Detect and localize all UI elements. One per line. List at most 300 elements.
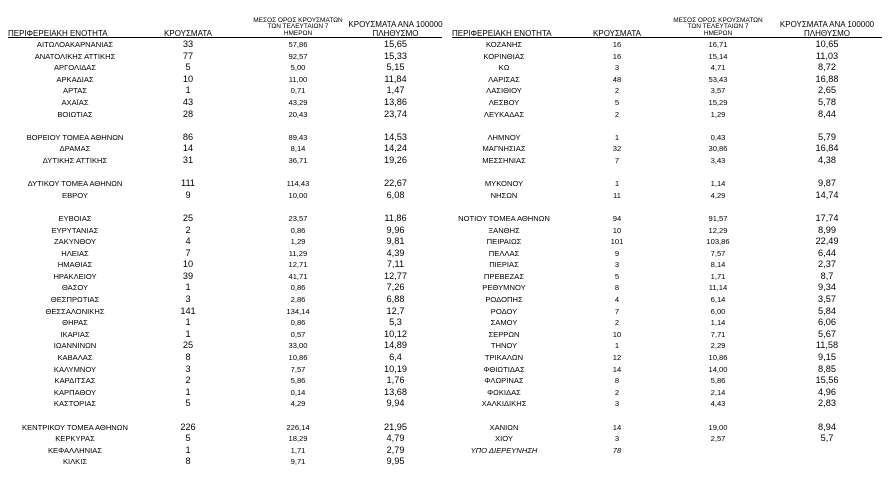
per-100k-value: 2,65 <box>818 85 836 96</box>
avg-7day-value: 19,00 <box>708 422 728 432</box>
per-100k-value: 11,86 <box>384 212 407 223</box>
per-100k-value: 4,38 <box>818 154 836 165</box>
cases-value: 11 <box>613 190 621 200</box>
cases-value: 10 <box>182 259 194 270</box>
avg-7day-value: 6,14 <box>710 295 726 305</box>
table-row <box>444 109 888 121</box>
per-100k-value: 4,79 <box>386 433 405 444</box>
avg-7day-value: 15,29 <box>708 97 728 107</box>
region-name: ΚΕΡΚΥΡΑΣ <box>55 434 95 444</box>
avg-7day-value: 14,00 <box>708 364 728 374</box>
region-name: ΠΙΕΡΙΑΣ <box>489 260 519 270</box>
avg-7day-value: 0,57 <box>290 329 306 339</box>
table-row <box>444 236 888 248</box>
avg-7day-value: 1,14 <box>710 318 726 328</box>
region-name: ΛΕΥΚΑΔΑΣ <box>483 109 525 119</box>
per-100k-value: 2,37 <box>818 259 836 270</box>
region-name: ΒΟΙΩΤΙΑΣ <box>57 109 93 119</box>
region-name: ΜΥΚΟΝΟΥ <box>484 179 524 189</box>
per-100k-value: 5,79 <box>818 131 836 142</box>
table-row <box>0 51 444 63</box>
region-name: ΡΟΔΟΠΗΣ <box>485 295 523 305</box>
header-avg-7days <box>658 18 778 38</box>
per-100k-value: 2,79 <box>386 444 405 455</box>
per-100k-value: 14,24 <box>384 143 407 154</box>
cases-value: 8 <box>185 456 191 467</box>
table-row <box>0 201 444 213</box>
avg-7day-value: 2,57 <box>710 434 726 444</box>
per-100k-value: 9,95 <box>386 456 405 467</box>
region-name: ΧΑΛΚΙΔΙΚΗΣ <box>481 399 527 409</box>
region-name: ΧΙΟΥ <box>495 434 513 444</box>
avg-7day-value: 1,71 <box>290 445 306 455</box>
table-row <box>444 375 888 387</box>
header-region: ΠΕΡΙΦΕΡΕΙΑΚΗ ΕΝΟΤΗΤΑ <box>452 28 552 38</box>
region-name: ΚΙΛΚΙΣ <box>62 457 88 467</box>
avg-7day-value: 226,14 <box>286 422 310 432</box>
cases-value: 101 <box>610 237 624 247</box>
region-name: ΙΩΑΝΝΙΝΩΝ <box>53 341 97 351</box>
avg-7day-value: 8,14 <box>710 260 726 270</box>
table-row <box>0 190 444 202</box>
per-100k-value: 19,26 <box>384 154 407 165</box>
table-row <box>444 422 888 434</box>
region-name: ΗΛΕΙΑΣ <box>61 248 89 258</box>
cases-value: 31 <box>182 154 194 165</box>
per-100k-value: 9,96 <box>386 224 405 235</box>
cases-value: 8 <box>185 352 191 363</box>
cases-value: 5 <box>614 271 620 281</box>
region-name: ΘΑΣΟΥ <box>61 283 89 293</box>
per-100k-value: 9,81 <box>386 236 405 247</box>
table-row <box>0 225 444 237</box>
region-name: ΣΑΜΟΥ <box>490 318 518 328</box>
per-100k-value: 6,4 <box>389 352 402 363</box>
region-name: ΡΟΔΟΥ <box>490 306 518 316</box>
per-100k-value: 15,33 <box>384 50 407 61</box>
avg-7day-value: 20,43 <box>288 109 308 119</box>
table-row <box>0 39 444 51</box>
region-name: ΦΩΚΙΔΑΣ <box>487 387 521 397</box>
avg-7day-value: 2,14 <box>710 387 726 397</box>
per-100k-value: 7,11 <box>386 259 405 270</box>
avg-7day-value: 4,43 <box>710 399 726 409</box>
region-name: ΚΟΡΙΝΘΙΑΣ <box>483 51 525 61</box>
avg-7day-value: 12,71 <box>288 260 308 270</box>
table-row <box>444 97 888 109</box>
region-name: ΚΑΡΔΙΤΣΑΣ <box>54 376 96 386</box>
avg-7day-value: 5,86 <box>290 376 306 386</box>
header-divider <box>8 37 442 38</box>
avg-7day-value: 4,29 <box>710 190 726 200</box>
region-name: ΚΕΝΤΡΙΚΟΥ ΤΟΜΕΑ ΑΘΗΝΩΝ <box>22 422 128 432</box>
header-avg-line3: ΗΜΕΡΩΝ <box>703 30 733 38</box>
cases-value: 3 <box>185 363 191 374</box>
cases-value: 1 <box>614 179 620 189</box>
cases-value: 2 <box>614 387 620 397</box>
per-100k-value: 9,87 <box>818 178 836 189</box>
cases-value: 9 <box>185 189 191 200</box>
cases-value: 1 <box>185 282 191 293</box>
avg-7day-value: 11,14 <box>708 283 728 293</box>
per-100k-value: 10,65 <box>815 39 839 49</box>
avg-7day-value: 89,43 <box>288 132 308 142</box>
region-name: ΖΑΚΥΝΘΟΥ <box>54 237 96 247</box>
table-row <box>0 422 444 434</box>
region-name: ΥΠΟ ΔΙΕΡΕΥΝΗΣΗ <box>470 445 538 455</box>
avg-7day-value: 114,43 <box>286 179 310 189</box>
header-avg-line1: ΜΕΣΟΣ ΟΡΟΣ ΚΡΟΥΣΜΑΤΩΝ <box>253 16 343 24</box>
per-100k-value: 14,74 <box>815 189 839 200</box>
per-100k-value: 5,78 <box>818 96 836 107</box>
table-row <box>0 352 444 364</box>
region-name: ΔΥΤΙΚΟΥ ΤΟΜΕΑ ΑΘΗΝΩΝ <box>27 179 123 189</box>
table-row <box>444 352 888 364</box>
cases-value: 1 <box>185 444 191 455</box>
avg-7day-value: 36,71 <box>288 155 308 165</box>
cases-value: 5 <box>185 62 191 73</box>
header-per100k-line1: ΚΡΟΥΣΜΑΤΑ ΑΝΑ 100000 <box>348 20 443 30</box>
avg-7day-value: 9,71 <box>290 457 306 467</box>
table-row <box>0 398 444 410</box>
per-100k-value: 2,83 <box>818 398 836 409</box>
cases-value: 33 <box>182 39 194 49</box>
header-avg-line2: ΤΩΝ ΤΕΛΕΥΤΑΙΩΝ 7 <box>687 23 749 31</box>
per-100k-value: 11,84 <box>384 73 407 84</box>
table-row <box>0 364 444 376</box>
table-row <box>444 51 888 63</box>
table-row <box>444 248 888 260</box>
table-row <box>0 410 444 422</box>
cases-value: 10 <box>612 225 622 235</box>
table-row <box>444 167 888 179</box>
avg-7day-value: 7,57 <box>710 248 726 258</box>
avg-7day-value: 92,57 <box>288 51 308 61</box>
per-100k-value: 5,67 <box>818 328 836 339</box>
table-row <box>0 109 444 121</box>
table-row <box>444 445 888 457</box>
per-100k-value: 8,44 <box>818 108 836 119</box>
region-name: ΜΕΣΣΗΝΙΑΣ <box>482 155 526 165</box>
per-100k-value: 4,96 <box>818 386 836 397</box>
avg-7day-value: 2,86 <box>290 295 306 305</box>
cases-value: 14 <box>612 422 622 432</box>
per-100k-value: 1,76 <box>386 375 405 386</box>
per-100k-value: 10,19 <box>384 363 407 374</box>
header-cases: ΚΡΟΥΣΜΑΤΑ <box>593 28 641 38</box>
table-row <box>444 387 888 399</box>
table-row <box>0 132 444 144</box>
avg-7day-value: 3,43 <box>710 155 726 165</box>
cases-value: 86 <box>182 131 194 142</box>
region-name: ΘΗΡΑΣ <box>62 318 88 328</box>
region-name: ΚΑΡΠΑΘΟΥ <box>53 387 97 397</box>
per-100k-value: 15,65 <box>384 39 407 49</box>
header-per100k <box>770 21 884 38</box>
per-100k-value: 8,72 <box>818 62 836 73</box>
table-row <box>0 143 444 155</box>
per-100k-value: 8,85 <box>818 363 836 374</box>
right-rows <box>444 39 888 456</box>
table-row <box>444 178 888 190</box>
per-100k-value: 5,15 <box>386 62 405 73</box>
per-100k-value: 13,68 <box>384 386 407 397</box>
per-100k-value: 11,58 <box>815 340 839 351</box>
region-name: ΘΕΣΠΡΩΤΙΑΣ <box>50 295 100 305</box>
table-row <box>0 155 444 167</box>
cases-value: 5 <box>185 433 191 444</box>
per-100k-value: 7,26 <box>386 282 405 293</box>
region-name: ΘΕΣΣΑΛΟΝΙΚΗΣ <box>45 306 105 316</box>
avg-7day-value: 0,71 <box>290 86 306 96</box>
avg-7day-value: 0,14 <box>290 387 306 397</box>
table-row <box>444 282 888 294</box>
table-row <box>0 167 444 179</box>
avg-7day-value: 18,29 <box>288 434 308 444</box>
region-name: ΗΡΑΚΛΕΙΟΥ <box>53 271 97 281</box>
region-name: ΠΕΛΛΑΣ <box>488 248 520 258</box>
table-row <box>444 201 888 213</box>
cases-value: 14 <box>182 143 194 154</box>
table-row <box>0 433 444 445</box>
region-name: ΦΘΙΩΤΙΔΑΣ <box>483 364 525 374</box>
cases-value: 1 <box>185 328 191 339</box>
region-name: ΚΕΦΑΛΛΗΝΙΑΣ <box>47 445 103 455</box>
avg-7day-value: 5,00 <box>290 63 306 73</box>
header-per100k-line2: ΠΛΗΘΥΣΜΟ <box>372 28 419 38</box>
avg-7day-value: 5,86 <box>710 376 726 386</box>
cases-value: 2 <box>185 375 191 386</box>
per-100k-value: 17,74 <box>815 212 839 223</box>
cases-value: 3 <box>614 434 620 444</box>
table-row <box>444 317 888 329</box>
per-100k-value: 6,88 <box>386 294 405 305</box>
table-row <box>0 97 444 109</box>
table-row <box>0 282 444 294</box>
region-name: ΑΝΑΤΟΛΙΚΗΣ ΑΤΤΙΚΗΣ <box>34 51 116 61</box>
cases-value: 141 <box>180 305 196 316</box>
table-row <box>444 155 888 167</box>
header-avg-7days <box>238 18 358 38</box>
cases-value: 9 <box>614 248 620 258</box>
avg-7day-value: 11,00 <box>288 74 308 84</box>
avg-7day-value: 7,71 <box>710 329 726 339</box>
avg-7day-value: 16,71 <box>708 40 728 49</box>
table-row <box>444 433 888 445</box>
table-row <box>444 329 888 341</box>
per-100k-value: 10,12 <box>384 328 407 339</box>
avg-7day-value: 23,57 <box>288 213 308 223</box>
region-name: ΛΑΡΙΣΑΣ <box>488 74 520 84</box>
cases-value: 14 <box>612 364 622 374</box>
avg-7day-value: 33,00 <box>288 341 308 351</box>
region-name: ΕΥΒΟΙΑΣ <box>58 213 92 223</box>
avg-7day-value: 7,57 <box>290 364 306 374</box>
cases-value: 3 <box>614 63 620 73</box>
table-row <box>0 236 444 248</box>
cases-value: 4 <box>614 295 620 305</box>
left-rows <box>0 39 444 468</box>
avg-7day-value: 1,14 <box>710 179 726 189</box>
left-table-header <box>0 0 444 38</box>
per-100k-value: 6,44 <box>818 247 836 258</box>
region-name: ΕΒΡΟΥ <box>62 190 88 200</box>
region-name: ΒΟΡΕΙΟΥ ΤΟΜΕΑ ΑΘΗΝΩΝ <box>26 132 124 142</box>
region-name: ΡΕΘΥΜΝΟΥ <box>482 283 526 293</box>
table-row <box>0 294 444 306</box>
table-row <box>0 248 444 260</box>
table-row <box>0 456 444 468</box>
cases-value: 94 <box>612 213 622 223</box>
cases-value: 2 <box>614 86 620 96</box>
table-row <box>444 294 888 306</box>
table-row <box>444 364 888 376</box>
avg-7day-value: 11,29 <box>288 248 308 258</box>
avg-7day-value: 10,00 <box>288 190 308 200</box>
table-row <box>0 340 444 352</box>
table-row <box>444 62 888 74</box>
region-name: ΠΕΙΡΑΙΩΣ <box>486 237 522 247</box>
header-per100k-line2: ΠΛΗΘΥΣΜΟ <box>803 28 851 38</box>
table-row <box>444 410 888 422</box>
per-100k-value: 16,88 <box>815 73 839 84</box>
table-row <box>0 306 444 318</box>
per-100k-value: 12,77 <box>384 270 407 281</box>
cases-value: 1 <box>614 341 620 351</box>
avg-7day-value: 0,43 <box>710 132 726 142</box>
per-100k-value: 8,7 <box>820 270 834 281</box>
table-row <box>0 259 444 271</box>
cases-value: 48 <box>612 74 622 84</box>
cases-value: 1 <box>614 132 620 142</box>
table-row <box>0 329 444 341</box>
table-row <box>0 85 444 97</box>
table-row <box>444 74 888 86</box>
region-name: ΑΡΚΑΔΙΑΣ <box>56 74 94 84</box>
per-100k-value: 22,67 <box>384 178 407 189</box>
per-100k-value: 11,03 <box>815 50 839 61</box>
table-row <box>444 259 888 271</box>
avg-7day-value: 8,14 <box>290 144 306 154</box>
avg-7day-value: 1,29 <box>290 237 306 247</box>
table-row <box>444 340 888 352</box>
per-100k-value: 6,06 <box>818 317 836 328</box>
cases-value: 25 <box>182 212 194 223</box>
table-row <box>444 398 888 410</box>
table-row <box>444 85 888 97</box>
cases-value: 1 <box>185 317 191 328</box>
avg-7day-value: 0,86 <box>290 283 306 293</box>
table-row <box>0 317 444 329</box>
per-100k-value: 22,49 <box>815 236 839 247</box>
per-100k-value: 3,57 <box>818 294 836 305</box>
table-row <box>0 62 444 74</box>
avg-7day-value: 15,14 <box>708 51 728 61</box>
region-name: ΝΗΣΩΝ <box>490 190 518 200</box>
per-100k-value: 16,84 <box>815 143 839 154</box>
region-name: ΑΙΤΩΛΟΑΚΑΡΝΑΝΙΑΣ <box>36 40 114 49</box>
region-name: ΚΟΖΑΝΗΣ <box>485 40 523 49</box>
per-100k-value: 8,94 <box>818 421 836 432</box>
avg-7day-value: 0,86 <box>290 225 306 235</box>
region-name: ΕΥΡΥΤΑΝΙΑΣ <box>51 225 99 235</box>
avg-7day-value: 30,86 <box>708 144 728 154</box>
cases-value: 2 <box>185 224 191 235</box>
avg-7day-value: 41,71 <box>288 271 308 281</box>
table-row <box>0 375 444 387</box>
cases-value: 5 <box>614 97 620 107</box>
table-row <box>444 132 888 144</box>
cases-value: 226 <box>180 421 196 432</box>
cases-value: 25 <box>182 340 194 351</box>
table-row <box>444 271 888 283</box>
cases-value: 3 <box>185 294 191 305</box>
table-row <box>0 120 444 132</box>
table-row <box>0 74 444 86</box>
cases-value: 111 <box>181 178 195 189</box>
header-per100k-line1: ΚΡΟΥΣΜΑΤΑ ΑΝΑ 100000 <box>779 20 875 30</box>
region-name: ΚΑΛΥΜΝΟΥ <box>53 364 97 374</box>
cases-value: 1 <box>185 386 191 397</box>
per-100k-value: 5,3 <box>389 317 402 328</box>
per-100k-value: 9,15 <box>818 352 836 363</box>
cases-value: 12 <box>612 353 622 363</box>
per-100k-value: 5,84 <box>818 305 836 316</box>
region-name: ΦΛΩΡΙΝΑΣ <box>484 376 524 386</box>
avg-7day-value: 43,29 <box>288 97 308 107</box>
table-row <box>0 271 444 283</box>
avg-7day-value: 1,29 <box>710 109 726 119</box>
region-name: ΚΑΣΤΟΡΙΑΣ <box>53 399 97 409</box>
region-name: ΑΡΤΑΣ <box>63 86 87 96</box>
avg-7day-value: 103,86 <box>706 237 730 247</box>
cases-value: 78 <box>612 445 622 455</box>
header-avg-line1: ΜΕΣΟΣ ΟΡΟΣ ΚΡΟΥΣΜΑΤΩΝ <box>673 16 763 24</box>
region-name: ΠΡΕΒΕΖΑΣ <box>483 271 525 281</box>
avg-7day-value: 3,57 <box>710 86 726 96</box>
avg-7day-value: 91,57 <box>708 213 728 223</box>
avg-7day-value: 53,43 <box>708 74 728 84</box>
region-name: ΛΕΣΒΟΥ <box>488 97 520 107</box>
cases-value: 32 <box>612 144 622 154</box>
region-name: ΚΑΒΑΛΑΣ <box>57 353 93 363</box>
per-100k-value: 9,34 <box>818 282 836 293</box>
cases-value: 16 <box>612 40 622 49</box>
per-100k-value: 15,56 <box>815 375 839 386</box>
cases-value: 1 <box>185 85 191 96</box>
region-name: ΙΚΑΡΙΑΣ <box>60 329 90 339</box>
per-100k-value: 14,53 <box>384 131 407 142</box>
region-name: ΛΑΣΙΘΙΟΥ <box>486 86 522 96</box>
cases-value: 4 <box>185 236 191 247</box>
per-100k-value: 21,95 <box>384 421 407 432</box>
avg-7day-value: 57,86 <box>288 40 308 49</box>
region-name: ΜΑΓΝΗΣΙΑΣ <box>482 144 526 154</box>
avg-7day-value: 12,29 <box>708 225 728 235</box>
region-name: ΑΡΓΟΛΙΔΑΣ <box>53 63 97 73</box>
region-name: ΑΧΑΪΑΣ <box>61 97 89 107</box>
table-row <box>0 445 444 457</box>
cases-value: 3 <box>614 260 620 270</box>
avg-7day-value: 2,29 <box>710 341 726 351</box>
region-name: ΣΕΡΡΩΝ <box>488 329 520 339</box>
table-row <box>444 225 888 237</box>
cases-value: 8 <box>614 376 620 386</box>
header-region: ΠΕΡΙΦΕΡΕΙΑΚΗ ΕΝΟΤΗΤΑ <box>8 28 108 38</box>
per-100k-value: 12,7 <box>386 305 405 316</box>
avg-7day-value: 4,71 <box>710 63 726 73</box>
table-row <box>0 178 444 190</box>
